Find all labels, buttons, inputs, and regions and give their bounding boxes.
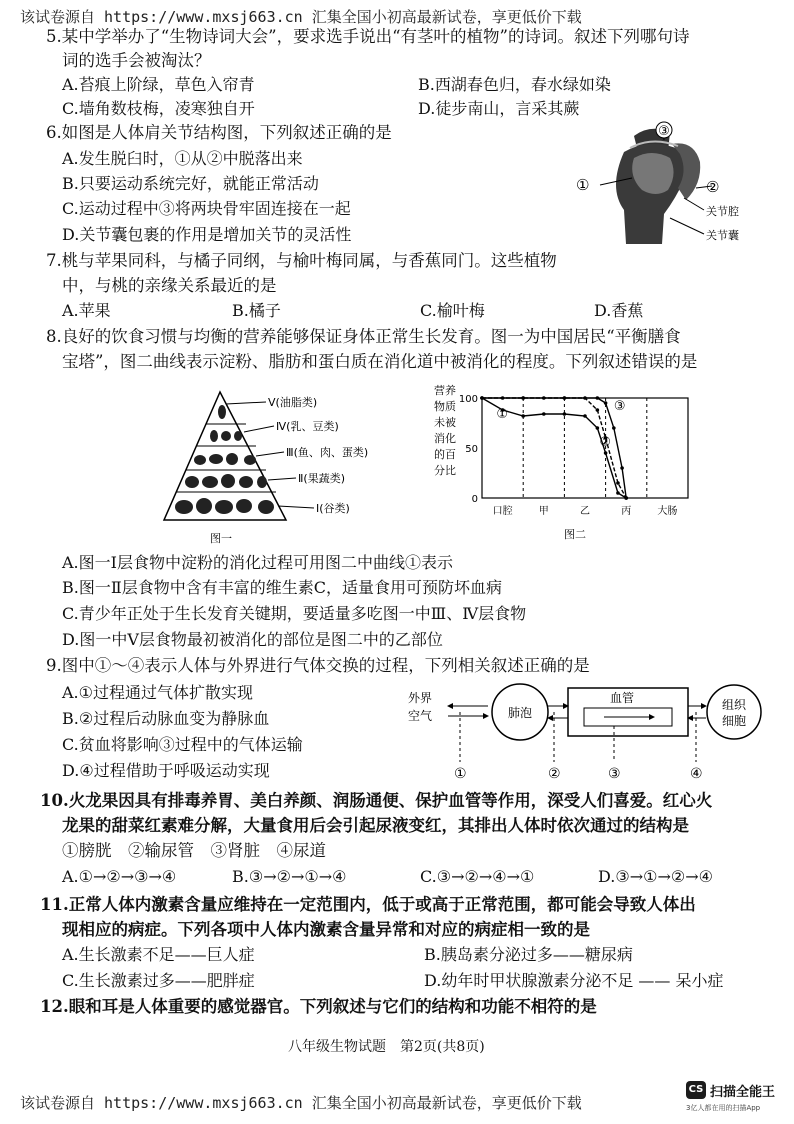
q11-option-a: A.生长激素不足——巨人症: [62, 945, 255, 964]
q7-option-c: C.榆叶梅: [420, 301, 485, 320]
gas-exchange-figure: [404, 682, 764, 786]
q5-option-a: A.苔痕上阶绿，草色入帘青: [62, 75, 255, 94]
joint-capsule-label: 关节囊: [706, 229, 739, 242]
q5-option-c: C.墙角数枝梅，凌寒独自开: [62, 99, 255, 118]
food-pyramid-figure: [156, 382, 416, 550]
y-axis-label-line: 的百: [434, 448, 456, 461]
y-tick-label: 50: [465, 444, 478, 455]
x-tick-label: 丙: [621, 506, 632, 517]
process-4-label: ④: [690, 766, 703, 782]
q11-stem-line2: 现相应的病症。下列各项中人体内激素含量异常和对应的病症相一致的是: [62, 920, 590, 939]
q10-stem-line1: 10.火龙果因具有排毒养胃、美白养颜、润肠通便、保护血管等作用，深受人们喜爱。红心火: [40, 791, 713, 810]
x-tick-label: 大肠: [657, 506, 678, 517]
x-tick-label: 甲: [538, 506, 549, 517]
q7-stem-line1: 7.桃与苹果同科，与橘子同纲，与榆叶梅同属，与香蕉同门。这些植物: [46, 251, 557, 270]
joint-cavity-label: 关节腔: [706, 205, 739, 218]
data-point: [604, 401, 608, 405]
camscanner-tagline: 3亿人都在用的扫描App: [686, 1104, 761, 1112]
q9-option-c: C.贫血将影响③过程中的气体运输: [62, 735, 303, 754]
process-1-label: ①: [454, 766, 467, 782]
q10-items: ①膀胱 ②输尿管 ③肾脏 ④尿道: [62, 841, 326, 860]
data-point: [521, 396, 525, 400]
q5-stem-line2: 词的选手会被淘汰？: [62, 51, 211, 70]
y-axis-label-line: 物质: [434, 400, 456, 413]
process-2-label: ②: [548, 766, 561, 782]
data-point: [616, 481, 620, 485]
q9-option-a: A.①过程通过气体扩散实现: [62, 683, 253, 702]
q8-stem-line1: 8.良好的饮食习惯与均衡的营养能够保证身体正常生长发育。图一为中国居民“平衡膳食: [46, 327, 681, 346]
data-point: [563, 412, 567, 416]
data-point: [620, 466, 624, 470]
q9-option-b: B.②过程后动脉血变为静脉血: [62, 709, 270, 728]
q11-option-b: B.胰岛素分泌过多——糖尿病: [424, 945, 633, 964]
y-tick-label: 100: [458, 394, 478, 405]
series-label: ③: [613, 399, 626, 414]
q9-stem: 9.图中①～④表示人体与外界进行气体交换的过程，下列相关叙述正确的是: [46, 656, 590, 675]
x-tick-label: 乙: [580, 506, 590, 517]
q12-stem: 12.眼和耳是人体重要的感觉器官。下列叙述与它们的结构和功能不相符的是: [40, 997, 597, 1016]
q6-option-d: D.关节囊包裹的作用是增加关节的灵活性: [62, 225, 352, 244]
shoulder-joint-figure: [572, 118, 778, 250]
y-tick-label: 0: [471, 494, 478, 505]
data-point: [521, 414, 525, 418]
fig-label-1: ①: [576, 176, 590, 194]
vessel-label: 血管: [610, 691, 635, 705]
q6-stem: 6.如图是人体肩关节结构图，下列叙述正确的是: [46, 123, 392, 142]
data-point: [563, 396, 567, 400]
digestion-chart: [426, 380, 696, 550]
camscanner-badge: CS: [686, 1081, 706, 1099]
data-point: [596, 426, 600, 430]
data-point: [542, 412, 546, 416]
q7-option-a: A.苹果: [62, 301, 111, 320]
y-axis-label-line: 未被: [434, 416, 456, 429]
q5-stem-line1: 5.某中学举办了“生物诗词大会”，要求选手说出“有茎叶的植物”的诗词。叙述下列哪句诗: [46, 27, 690, 46]
q10-option-a: A.①→②→③→④: [62, 867, 177, 886]
q11-stem-line1: 11.正常人体内激素含量应维持在一定范围内，低于或高于正常范围，都可能会导致人体出: [40, 895, 696, 914]
figure1-caption: 图一: [210, 532, 232, 545]
q10-option-d: D.③→①→②→④: [598, 867, 713, 886]
q11-option-d: D.幼年时甲状腺激素分泌不足 —— 呆小症: [424, 971, 724, 990]
q10-option-c: C.③→②→④→①: [420, 867, 535, 886]
q9-option-d: D.④过程借助于呼吸运动实现: [62, 761, 270, 780]
q10-stem-line2: 龙果的甜菜红素难分解，大量食用后会引起尿液变红，其排出人体时依次通过的结构是: [62, 816, 689, 835]
data-point: [480, 396, 484, 400]
pyramid-level-5-label: Ⅴ(油脂类): [268, 396, 318, 409]
q6-option-a: A.发生脱臼时，①从②中脱落出来: [62, 149, 303, 168]
q10-option-b: B.③→②→①→④: [232, 867, 347, 886]
outside-air-label-1: 外界: [408, 691, 433, 705]
camscanner-name: 扫描全能王: [710, 1085, 776, 1100]
watermark-top: 该试卷源自 https://www.mxsj663.cn 汇集全国小初高最新试卷，享更低价下载: [20, 8, 582, 26]
pyramid-level-1-label: Ⅰ(谷类): [316, 502, 350, 515]
data-point: [612, 426, 616, 430]
figure2-caption: 图二: [564, 528, 586, 541]
watermark-bottom: 该试卷源自 https://www.mxsj663.cn 汇集全国小初高最新试卷，享更低价下载: [20, 1094, 582, 1112]
q6-option-c: C.运动过程中③将两块骨牢固连接在一起: [62, 199, 351, 218]
pyramid-level-3-label: Ⅲ(鱼、肉、蛋类): [286, 446, 369, 459]
camscanner-logo: [686, 1079, 786, 1115]
data-point: [596, 396, 600, 400]
q7-option-b: B.橘子: [232, 301, 281, 320]
pyramid-level-4-label: Ⅳ(乳、豆类): [276, 420, 339, 433]
x-tick-label: 口腔: [492, 506, 513, 517]
q6-option-b: B.只要运动系统完好，就能正常活动: [62, 174, 319, 193]
fig-label-3: ③: [658, 124, 670, 139]
series-label: ②: [599, 435, 612, 450]
pyramid-level-2-label: Ⅱ(果蔬类): [298, 472, 345, 485]
y-axis-label-line: 消化: [434, 432, 456, 445]
q8-option-d: D.图一中Ⅴ层食物最初被消化的部位是图二中的乙部位: [62, 630, 443, 649]
q5-option-b: B.西湖春色归，春水绿如染: [418, 75, 611, 94]
outside-air-label-2: 空气: [408, 709, 433, 723]
q7-stem-line2: 中，与桃的亲缘关系最近的是: [62, 276, 277, 295]
data-point: [616, 491, 620, 495]
data-point: [583, 414, 587, 418]
q8-option-a: A.图一Ⅰ层食物中淀粉的消化过程可用图二中曲线①表示: [62, 553, 453, 572]
q7-option-d: D.香蕉: [594, 301, 644, 320]
q5-option-d: D.徒步南山，言采其蕨: [418, 99, 580, 118]
q8-option-c: C.青少年正处于生长发育关键期，要适量多吃图一中Ⅲ、Ⅳ层食物: [62, 604, 527, 623]
data-point: [624, 496, 628, 500]
fig-label-2: ②: [706, 178, 720, 196]
tissue-label-1: 组织: [722, 698, 747, 712]
data-point: [604, 451, 608, 455]
alveoli-label: 肺泡: [508, 706, 533, 720]
data-point: [596, 408, 600, 412]
tissue-label-2: 细胞: [722, 714, 747, 728]
q8-option-b: B.图一Ⅱ层食物中含有丰富的维生素C，适量食用可预防坏血病: [62, 578, 502, 597]
y-axis-label-line: 营养: [434, 384, 456, 397]
q8-stem-line2: 宝塔”，图二曲线表示淀粉、脂肪和蛋白质在消化道中被消化的程度。下列叙述错误的是: [62, 352, 698, 371]
page-footer: 八年级生物试题 第2页(共8页): [288, 1039, 485, 1055]
process-3-label: ③: [608, 766, 621, 782]
series-label: ①: [496, 407, 509, 422]
y-axis-label-line: 分比: [434, 464, 456, 477]
q11-option-c: C.生长激素过多——肥胖症: [62, 971, 255, 990]
